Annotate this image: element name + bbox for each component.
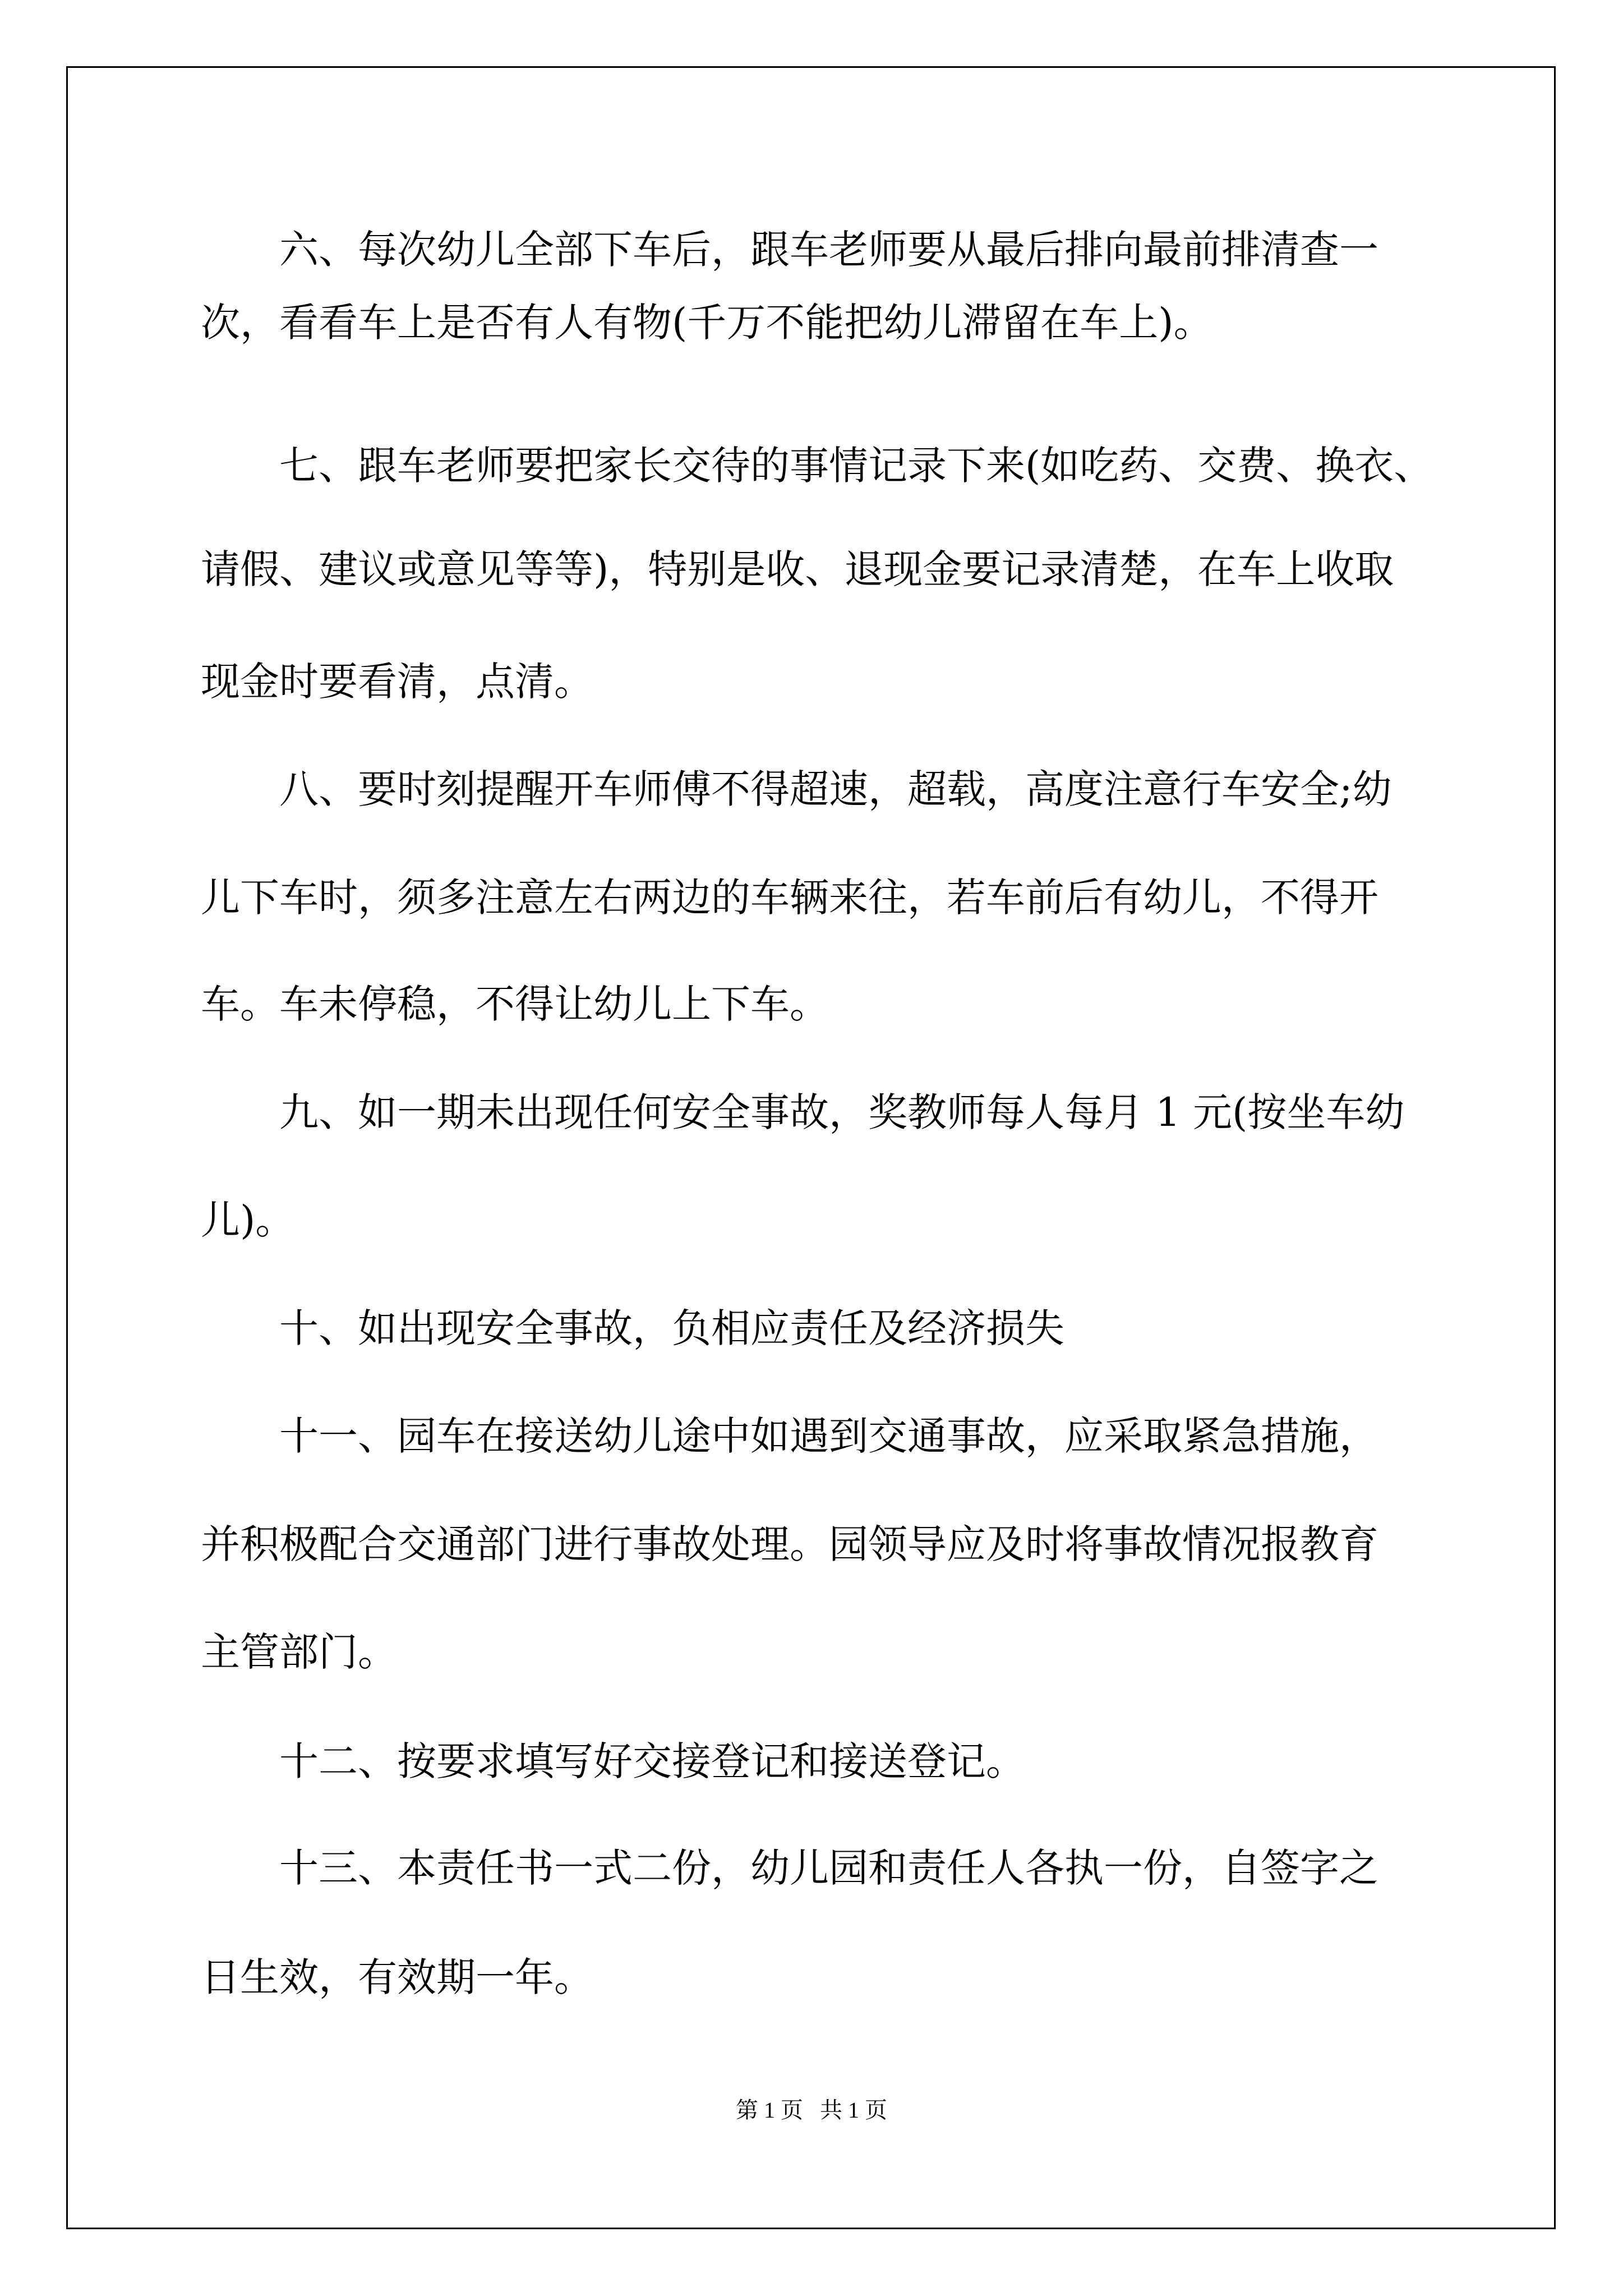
paragraph-6-line-1: 六、每次幼儿全部下车后，跟车老师要从最后排向最前排清查一: [279, 227, 1378, 273]
page-border: [66, 66, 1556, 2229]
paragraph-8-line-2: 儿下车时，须多注意左右两边的车辆来往，若车前后有幼儿，不得开: [201, 875, 1378, 921]
paragraph-13-line-2: 日生效，有效期一年。: [201, 1954, 593, 2000]
paragraph-7-line-3: 现金时要看清，点清。: [201, 659, 593, 705]
paragraph-6-line-2: 次，看看车上是否有人有物(千万不能把幼儿滞留在车上)。: [201, 300, 1213, 346]
paragraph-11-line-2: 并积极配合交通部门进行事故处理。园领导应及时将事故情况报教育: [201, 1521, 1378, 1567]
paragraph-13-line-1: 十三、本责任书一式二份，幼儿园和责任人各执一份，自签字之: [279, 1845, 1378, 1891]
paragraph-11-line-3: 主管部门。: [201, 1629, 397, 1675]
page-footer: 第 1 页 共 1 页: [736, 2097, 887, 2123]
paragraph-9-line-2: 儿)。: [201, 1197, 295, 1243]
paragraph-11-line-1: 十一、园车在接送幼儿途中如遇到交通事故，应采取紧急措施，: [279, 1413, 1378, 1459]
paragraph-8-line-1: 八、要时刻提醒开车师傅不得超速，超载，高度注意行车安全;幼: [279, 766, 1392, 812]
paragraph-10-line-1: 十、如出现安全事故，负相应责任及经济损失: [279, 1305, 1064, 1351]
paragraph-9-line-1: 九、如一期未出现任何安全事故，奖教师每人每月 1 元(按坐车幼: [279, 1089, 1405, 1135]
paragraph-12-line-1: 十二、按要求填写好交接登记和接送登记。: [279, 1738, 1025, 1784]
paragraph-7-line-1: 七、跟车老师要把家长交待的事情记录下来(如吃药、交费、换衣、: [279, 443, 1433, 489]
paragraph-7-line-2: 请假、建议或意见等等)，特别是收、退现金要记录清楚，在车上收取: [201, 546, 1394, 592]
paragraph-8-line-3: 车。车未停稳，不得让幼儿上下车。: [201, 981, 829, 1027]
